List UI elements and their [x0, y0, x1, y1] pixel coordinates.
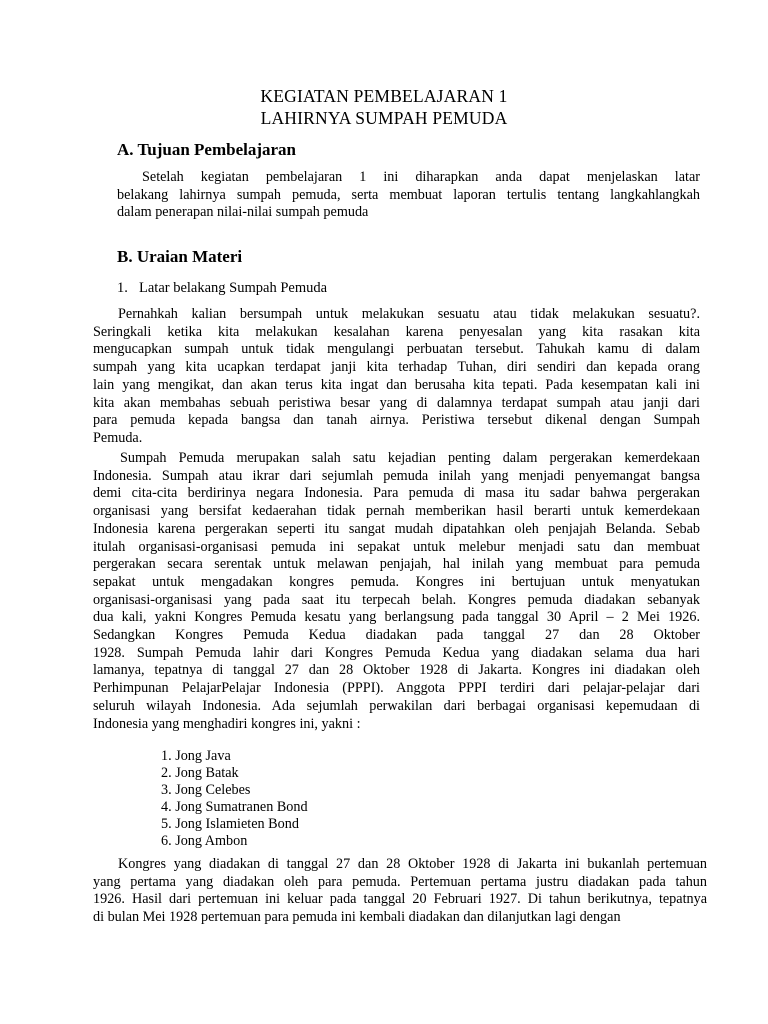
list-item: 6. Jong Ambon	[161, 833, 248, 849]
paragraph-line: pergerakan secara serentak untuk melawan penjajah, hal inilah yang membuat para pemuda	[93, 556, 700, 573]
paragraph-line: mengucapkan sumpah untuk tidak mengulangi perbuatan tersebut. Tahukah kamu di dalam	[93, 341, 700, 358]
paragraph-line: 1926. Hasil dari pertemuan ini keluar pada tanggal 20 Februari 1927. Di tahun berikutnya, tepatnya	[93, 891, 707, 908]
list-item: 2. Jong Batak	[161, 765, 239, 781]
paragraph-line: lamanya, tepatnya di tanggal 27 dan 28 Oktober 1928 di Jakarta. Kongres ini diadakan oleh	[93, 662, 700, 679]
paragraph-line: Indonesia. Sumpah atau ikrar dari sejumlah pemuda inilah yang menjadi penyemangat bangsa	[93, 467, 700, 484]
paragraph-2	[93, 450, 700, 733]
paragraph-line: sepakat untuk mengadakan kongres pemuda. Kongres ini bertujuan untuk menyatukan	[93, 573, 700, 590]
paragraph-line: kita akan membahas sebuah peristiwa besar yang di dalamnya terdapat sumpah atau janji dari	[93, 394, 700, 411]
section-b-heading: B. Uraian Materi	[117, 247, 243, 266]
section-a-paragraph	[117, 169, 700, 222]
paragraph-line: Pemuda.	[93, 429, 143, 446]
list-item: 1. Jong Java	[161, 748, 231, 764]
document-title-line1: KEGIATAN PEMBELAJARAN 1	[260, 86, 508, 106]
list-item: 3. Jong Celebes	[161, 782, 251, 798]
paragraph-line: Setelah kegiatan pembelajaran 1 ini diharapkan anda dapat menjelaskan latar	[142, 169, 700, 185]
paragraph-line: dua kali, yakni Kongres Pemuda kesatu yang berlangsung pada tanggal 30 April – 2 Mei 1926.	[93, 609, 700, 626]
paragraph-line: demi cita-cita berdirinya negara Indonesia. Para pemuda di masa itu sadar bahwa pergerakan	[93, 485, 700, 502]
paragraph-line: Indonesia yang menghadiri kongres ini, yakni :	[93, 715, 361, 732]
paragraph-line: organisasi-organisasi yang pada saat itu terpecah belah. Kongres pemuda diadakan sebanyak	[93, 591, 700, 608]
document-title-line2: LAHIRNYA SUMPAH PEMUDA	[260, 108, 508, 128]
paragraph-line: Seringkali ketika kita melakukan kesalahan karena penyesalan yang kita rasakan kita	[93, 323, 700, 340]
subsection-number: 1.	[117, 280, 128, 296]
organization-list	[161, 748, 308, 850]
paragraph-line: organisasi yang bersifat kedaerahan tidak pernah memberikan hasil berarti untuk kemerdekaan	[93, 503, 700, 520]
paragraph-line: dalam penerapan nilai-nilai sumpah pemuda	[117, 204, 369, 221]
paragraph-line: para pemuda kepada bangsa dan tanah airnya. Peristiwa tersebut dikenal dengan Sumpah	[93, 412, 700, 429]
paragraph-line: lain yang mengikat, dan akan terus kita ingat dan berusaha kita tepati. Pada kesempatan kali ini	[93, 376, 700, 393]
paragraph-line: di bulan Mei 1928 pertemuan para pemuda ini kembali diadakan dan dilanjutkan lagi dengan	[93, 909, 621, 926]
paragraph-1	[93, 306, 700, 448]
list-item: 5. Jong Islamieten Bond	[161, 816, 299, 832]
list-item: 4. Jong Sumatranen Bond	[161, 799, 308, 815]
paragraph-line: Kongres yang diadakan di tanggal 27 dan 28 Oktober 1928 di Jakarta ini bukanlah pertemuan	[118, 856, 707, 872]
paragraph-line: sumpah yang kita ucapkan terdapat janji kita terhadap Tuhan, diri sendiri dan kepada orang	[93, 359, 700, 376]
paragraph-line: Perhimpunan PelajarPelajar Indonesia (PPPI). Anggota PPPI terdiri dari pelajar-pelajar dari	[93, 680, 700, 697]
paragraph-line: Pernahkah kalian bersumpah untuk melakukan sesuatu atau tidak melakukan sesuatu?.	[118, 306, 700, 322]
paragraph-line: Sumpah Pemuda merupakan salah satu kejadian penting dalam pergerakan kemerdekaan	[120, 450, 700, 466]
paragraph-line: itulah organisasi-organisasi pemuda ini sepakat untuk melebur menjadi satu dan membuat	[93, 538, 700, 555]
paragraph-line: Indonesia karena pergerakan seperti itu sangat mudah dipatahkan oleh penjajah Belanda. Sebab	[93, 520, 700, 537]
subsection-title: Latar belakang Sumpah Pemuda	[139, 280, 328, 296]
paragraph-line: Sedangkan Kongres Pemuda Kedua diadakan pada tanggal 27 dan 28 Oktober	[93, 627, 700, 644]
subsection-heading	[117, 280, 327, 297]
paragraph-line: belakang lahirnya sumpah pemuda, serta membuat laporan tertulis tentang langkahlangkah	[117, 186, 700, 203]
section-a-heading: A. Tujuan Pembelajaran	[117, 140, 296, 159]
paragraph-3	[93, 856, 707, 927]
paragraph-line: 1928. Sumpah Pemuda lahir dari Kongres Pemuda Kedua yang diadakan selama dua hari	[93, 644, 700, 661]
paragraph-line: seluruh wilayah Indonesia. Ada sejumlah perwakilan dari berbagai organisasi kepemudaan di	[93, 697, 700, 714]
paragraph-line: yang pertama yang diadakan oleh para pemuda. Pertemuan pertama justru diadakan pada tahun	[93, 873, 707, 890]
